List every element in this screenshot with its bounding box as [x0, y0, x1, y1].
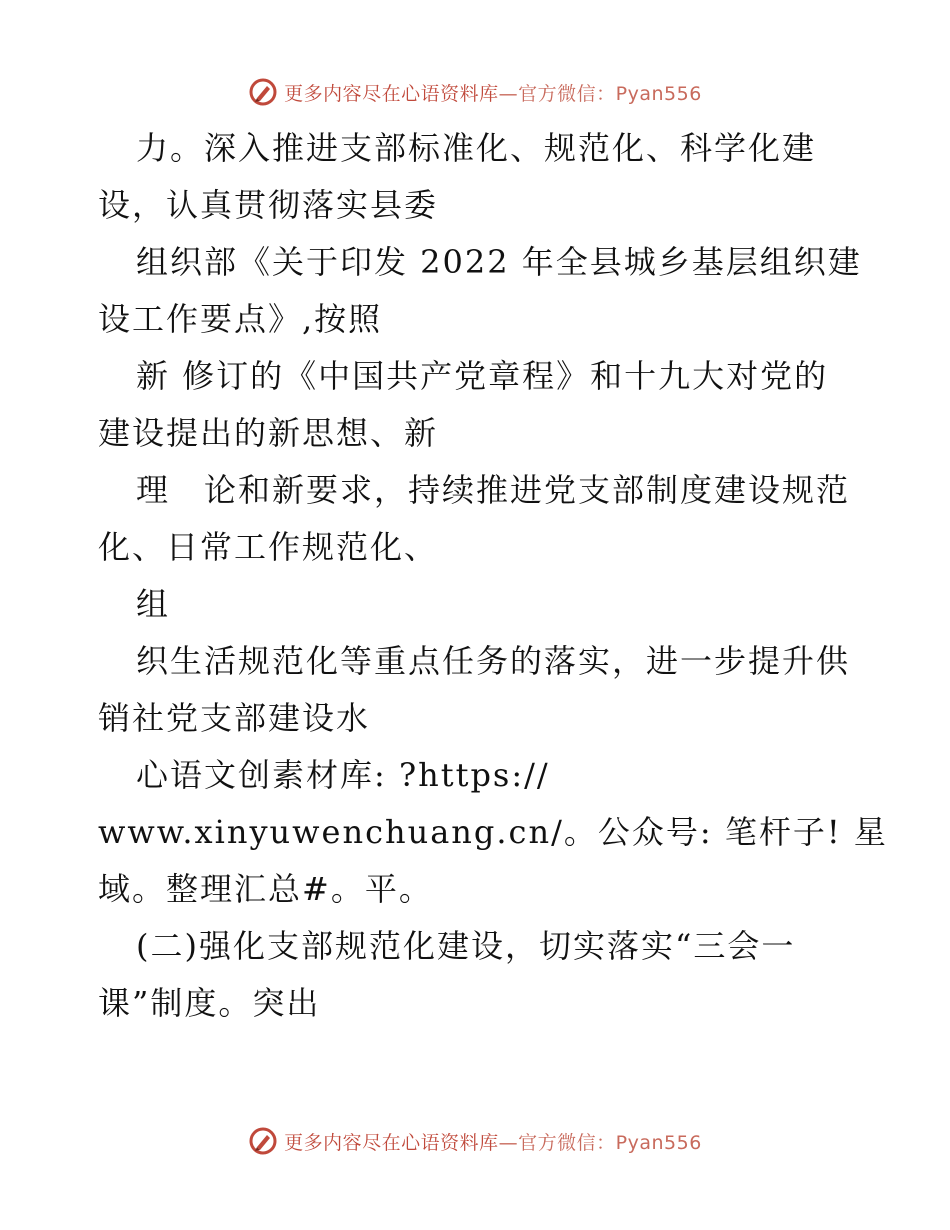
- watermark-text: [284, 79, 702, 106]
- text-line: (二)强化支部规范化建设，切实落实“三会一: [136, 927, 796, 965]
- header-watermark: [0, 72, 950, 112]
- document-body: [98, 120, 888, 1032]
- text-line: 新 修订的《中国共产党章程》和十九大对党的: [136, 357, 829, 395]
- watermark-separator: —: [498, 82, 519, 105]
- text-line: 建设提出的新思想、新: [98, 414, 439, 452]
- watermark-brand: 更多内容尽在心语资料库: [284, 82, 499, 105]
- text-line: www.xinyuwenchuang.cn/。公众号: 笔杆子! 星: [98, 813, 888, 851]
- text-line: 心语文创素材库: ?https://: [136, 756, 550, 794]
- watermark-brand: 更多内容尽在心语资料库: [284, 1131, 499, 1154]
- text-line: 组: [136, 585, 171, 623]
- text-line: 设工作要点》,按照: [98, 300, 383, 338]
- text-line: 力。深入推进支部标准化、规范化、科学化建: [136, 129, 817, 167]
- text-line: 设，认真贯彻落实县委: [98, 186, 439, 224]
- watermark-text: [284, 1128, 702, 1155]
- pen-logo-icon: [248, 1126, 278, 1156]
- footer-watermark: [0, 1121, 950, 1161]
- text-line: 理 论和新要求，持续推进党支部制度建设规范: [136, 471, 851, 509]
- text-line: 域。整理汇总#。平。: [98, 870, 433, 908]
- pen-logo-icon: [248, 77, 278, 107]
- text-line: 课”制度。突出: [98, 984, 321, 1022]
- text-line: 化、日常工作规范化、: [98, 528, 439, 566]
- text-line: 组织部《关于印发 2022 年全县城乡基层组织建: [136, 243, 862, 281]
- text-line: 销社党支部建设水: [98, 699, 371, 737]
- watermark-official: 官方微信：Pyan556: [518, 1131, 702, 1154]
- watermark-official: 官方微信：Pyan556: [518, 82, 702, 105]
- text-line: 织生活规范化等重点任务的落实，进一步提升供: [136, 642, 851, 680]
- watermark-separator: —: [498, 1131, 519, 1154]
